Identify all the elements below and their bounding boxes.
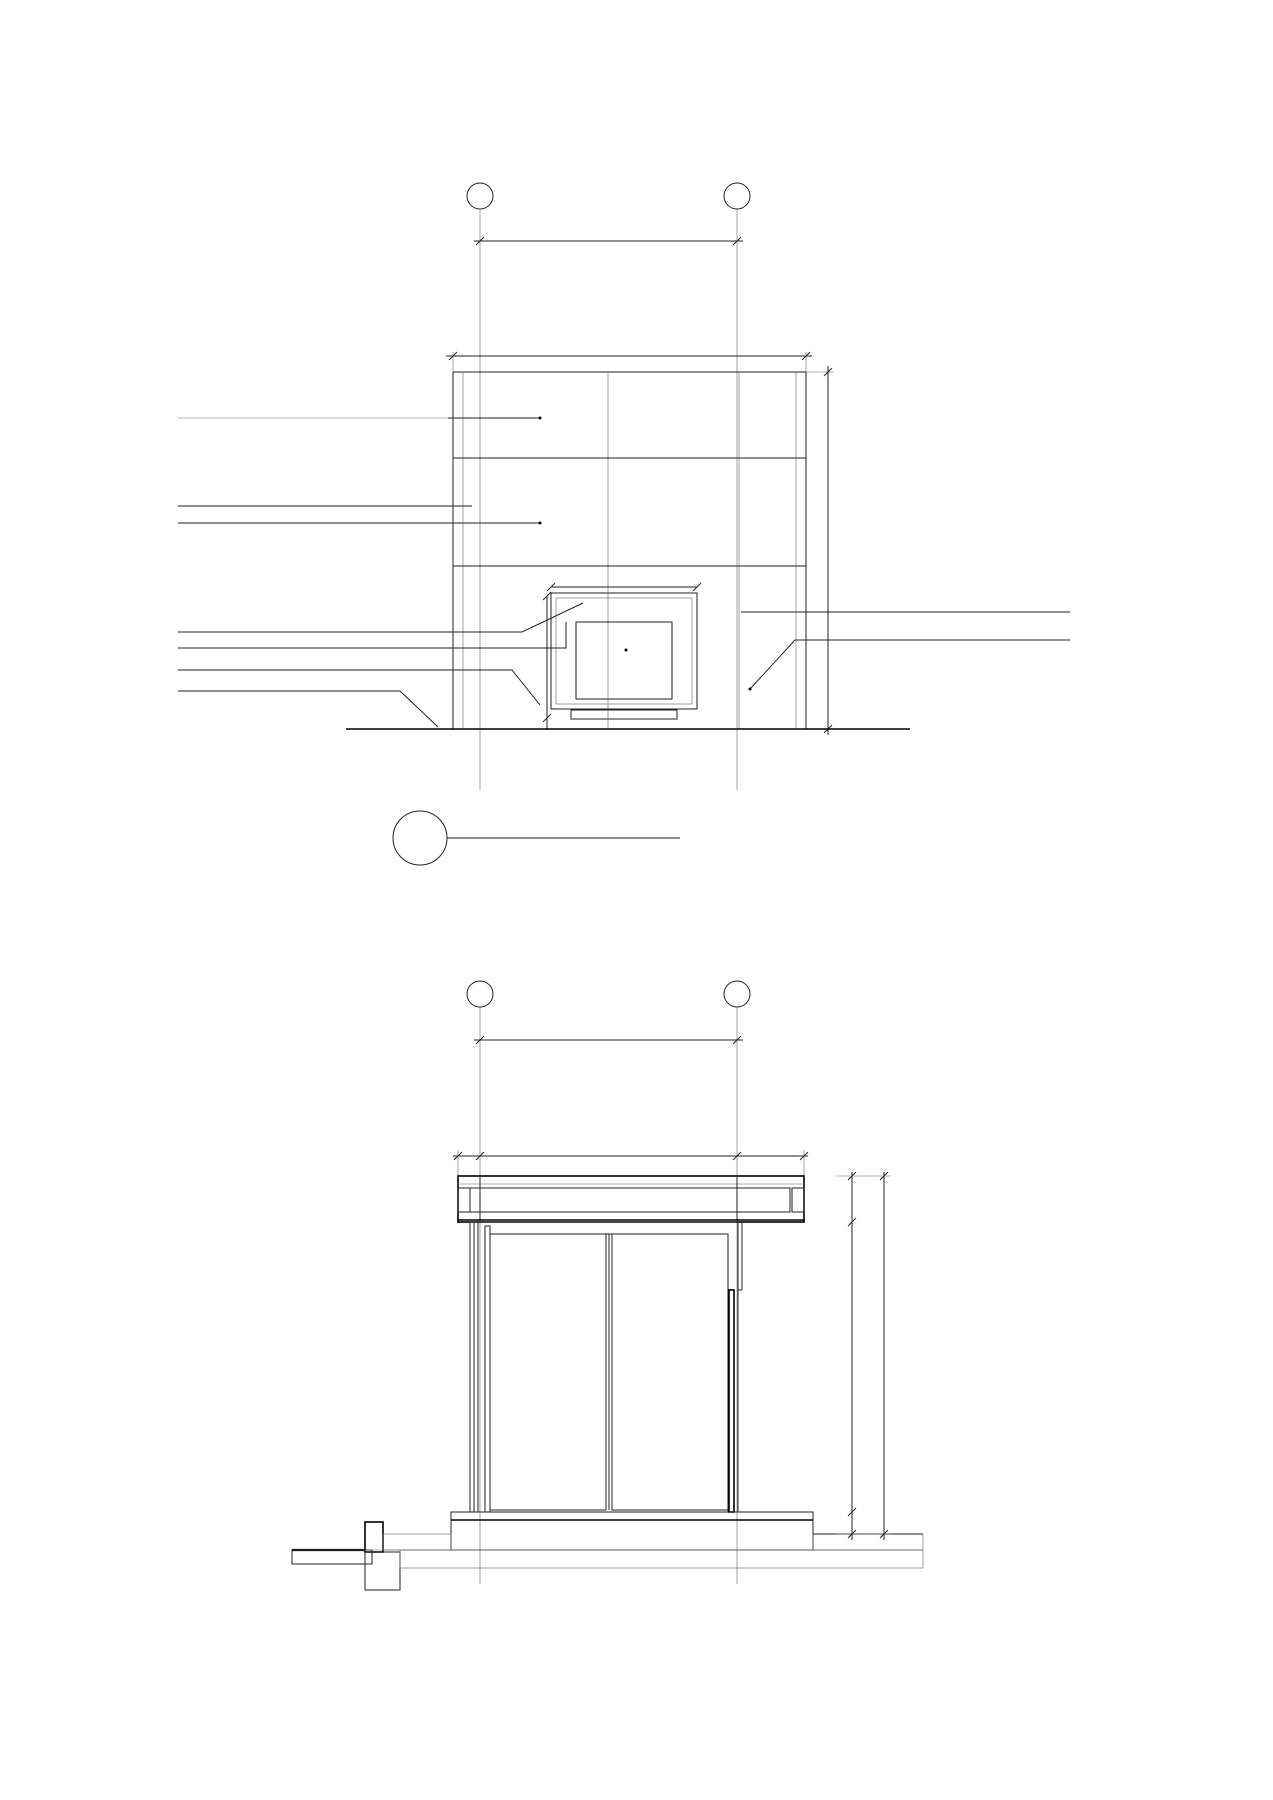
roof-canopy (458, 1176, 804, 1222)
elevation-4 (0, 0, 1070, 865)
cabin-elevation-body (453, 372, 806, 729)
ground-left (292, 1522, 451, 1590)
base-slab (451, 1512, 813, 1550)
elevation-bottom (292, 981, 923, 1590)
notes-left (0, 0, 583, 727)
dimension-chain-top (453, 1150, 808, 1176)
ground-right (292, 1534, 923, 1568)
dimension-unit-1300 (547, 583, 701, 591)
dimension-vertical-chain (836, 1172, 890, 1540)
notes-right (0, 0, 1070, 691)
dimension-height-3354 (806, 366, 834, 735)
dimension-grid-2400-bottom (474, 1036, 743, 1044)
dimension-grid-2400 (474, 237, 743, 245)
grid-line-2-top (724, 183, 750, 790)
grid-line-1-bottom (467, 981, 493, 1584)
glazed-wall (470, 1222, 742, 1512)
condensing-unit (551, 593, 697, 719)
elevation-4-title-block (393, 811, 680, 865)
dimension-width-3341 (446, 352, 812, 372)
grid-line-1-top (467, 183, 493, 790)
dimension-sill-1100 (543, 592, 551, 730)
